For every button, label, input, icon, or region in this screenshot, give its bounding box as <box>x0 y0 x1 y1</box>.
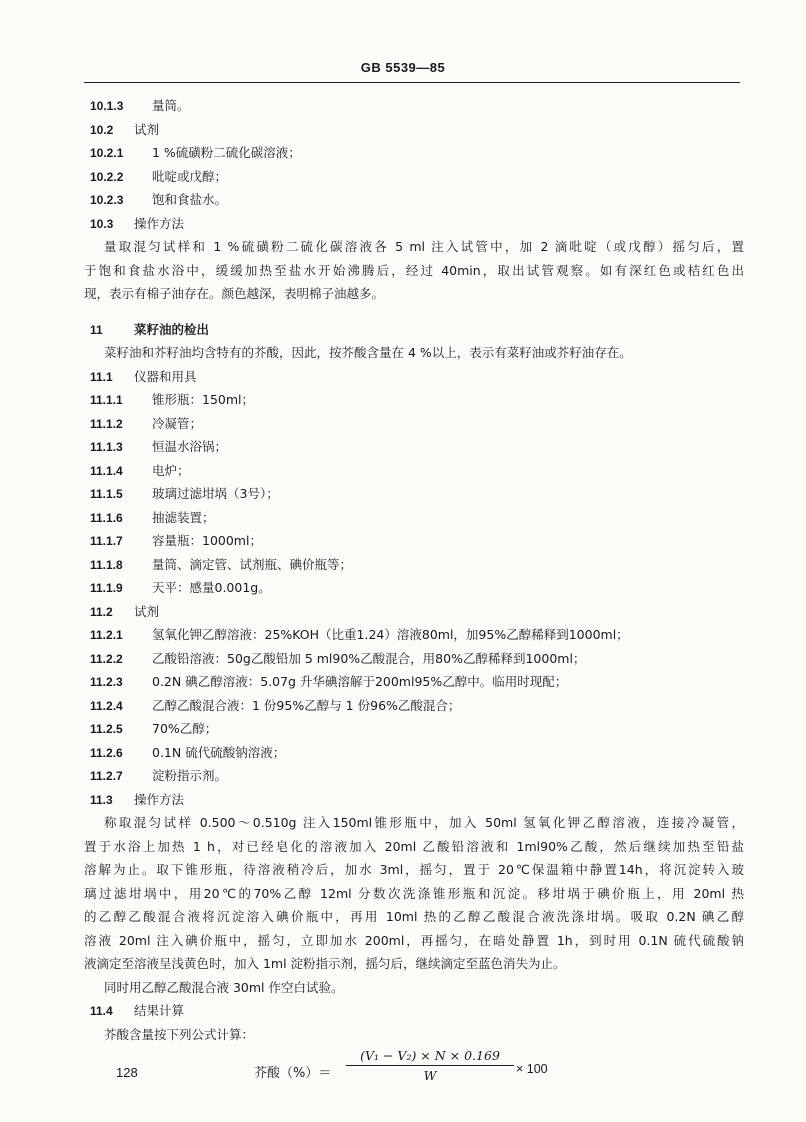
clause-heading: 仪器和用具 <box>134 368 197 384</box>
clause-number: 11.1.1 <box>90 393 123 407</box>
clause-number: 10.2.3 <box>90 193 124 207</box>
paragraph-line: 同时用乙醇乙酸混合液 30ml 作空白试验。 <box>104 979 344 995</box>
clause-heading: 操作方法 <box>134 791 185 807</box>
clause-text: 乙酸铅溶液：50g乙酸铅加 5 ml90%乙酸混合，用80%乙醇稀释到1000ml； <box>152 650 586 666</box>
clause-text: 玻璃过滤坩埚（3号）； <box>152 486 279 501</box>
clause-text: 恒温水浴锅； <box>152 439 228 454</box>
clause-heading: 操作方法 <box>134 215 185 231</box>
clause-text: 冷凝管； <box>152 415 203 431</box>
clause-number: 10.2 <box>90 122 114 137</box>
clause-text: 电炉； <box>152 462 190 478</box>
section-number: 11 <box>90 322 103 337</box>
clause-text: 量筒。 <box>152 98 190 113</box>
paragraph-line: 置于水浴上加热 1 h，对已经皂化的溶液加入 20ml 乙酸铅溶液和 1ml90%乙酸，然后继续加热至铅盐 <box>84 838 744 854</box>
clause-heading: 试剂 <box>134 121 160 137</box>
clause-text: 饱和食盐水。 <box>152 192 228 207</box>
clause-number: 11.2.6 <box>90 745 123 760</box>
clause-number: 11.1.5 <box>90 487 123 501</box>
clause-number: 11.1.2 <box>90 416 123 431</box>
paragraph-line: 称取混匀试样 0.500～0.510g 注入150ml锥形瓶中，加入 50ml 氢氧化钾乙醇溶液，连接冷凝管， <box>104 815 744 830</box>
clause-number: 11.2.3 <box>90 675 123 689</box>
formula-intro: 芥酸含量按下列公式计算： <box>104 1026 255 1042</box>
paragraph-line: 的乙醇乙酸混合液将沉淀溶入碘价瓶中，再用 10ml 热的乙醇乙酸混合液洗涤坩埚。吸取 0.2N 碘乙醇 <box>84 909 744 924</box>
clause-text: 容量瓶：1000ml； <box>152 533 262 548</box>
clause-number: 11.1.8 <box>90 557 123 572</box>
clause-text: 1 %硫磺粉二硫化碳溶液； <box>152 145 301 160</box>
formula-fraction <box>346 1048 514 1083</box>
clause-number: 11.1.9 <box>90 581 123 595</box>
clause-number: 11.2.7 <box>90 769 123 783</box>
page-header: GB 5539—85 <box>360 60 446 75</box>
clause-number: 11.2.4 <box>90 698 123 713</box>
paragraph-line: 于饱和食盐水浴中，缓缓加热至盐水开始沸腾后，经过 40min，取出试管观察。如有深红色或桔红色出 <box>84 262 744 278</box>
formula-denominator: W <box>423 1068 437 1083</box>
paragraph-line: 璃过滤坩埚中，用20℃的70%乙醇 12ml 分数次洗涤锥形瓶和沉淀。移坩埚于碘价瓶上，用 20ml 热 <box>84 885 744 901</box>
formula-lhs: 芥酸（%）＝ <box>254 1066 332 1081</box>
clause-text: 0.1N 硫代硫酸钠溶液； <box>152 744 286 760</box>
clause-number: 11.2.5 <box>90 722 123 736</box>
clause-text: 抽滤装置； <box>152 509 215 525</box>
clause-heading: 结果计算 <box>134 1003 185 1018</box>
formula-numerator: (V₁ − V₂) × N × 0.169 <box>346 1048 514 1066</box>
paragraph-line: 菜籽油和芥籽油均含特有的芥酸，因此，按芥酸含量在 4 %以上，表示有菜籽油或芥籽油存在。 <box>104 345 632 360</box>
document-body <box>84 94 744 1094</box>
clause-number: 11.1.4 <box>90 463 123 478</box>
formula-rhs: × 100 <box>516 1062 548 1076</box>
clause-text: 70%乙醇； <box>152 721 218 736</box>
section-title: 菜籽油的检出 <box>134 321 210 337</box>
clause-number: 11.2 <box>90 604 113 619</box>
clause-number: 11.1.6 <box>90 510 123 525</box>
paragraph-line: 溶液 20ml 注入碘价瓶中，摇匀，立即加水 200ml，再摇匀，在暗处静置 1h，到时用 0.1N 硫代硫酸钠 <box>84 932 744 948</box>
clause-number: 10.2.2 <box>90 169 124 184</box>
clause-text: 天平：感量0.001g。 <box>152 580 271 595</box>
clause-number: 10.1.3 <box>90 99 124 113</box>
clause-number: 11.3 <box>90 792 113 807</box>
clause-text: 氢氧化钾乙醇溶液：25%KOH（比重1.24）溶液80ml，加95%乙醇稀释到1000ml； <box>152 627 629 642</box>
clause-number: 11.2.1 <box>90 628 123 642</box>
clause-text: 乙醇乙酸混合液：1 份95%乙醇与 1 份96%乙酸混合； <box>152 697 461 713</box>
clause-number: 11.1 <box>90 369 113 384</box>
clause-number: 10.2.1 <box>90 146 124 160</box>
clause-number: 11.1.7 <box>90 534 123 548</box>
paragraph-line: 量取混匀试样和 1 %硫磺粉二硫化碳溶液各 5 ml 注入试管中，加 2 滴吡啶（或戊醇）摇匀后，置 <box>104 239 744 254</box>
paragraph-line: 液滴定至溶液呈浅黄色时，加入 1ml 淀粉指示剂，摇匀后，继续滴定至蓝色消失为止。 <box>84 956 566 971</box>
paragraph-line: 现，表示有棉子油存在。颜色越深，表明棉子油越多。 <box>84 286 385 301</box>
clause-number: 11.4 <box>90 1004 113 1018</box>
clause-text: 淀粉指示剂。 <box>152 768 228 783</box>
formula <box>84 1048 744 1094</box>
page-number: 128 <box>116 1065 138 1080</box>
clause-text: 吡啶或戊醇； <box>152 168 228 184</box>
paragraph-line: 溶解为止。取下锥形瓶，待溶液稍冷后，加水 3ml，摇匀，置于 20℃保温箱中静置14h，将沉淀转入玻 <box>84 862 744 877</box>
clause-number: 11.1.3 <box>90 440 123 454</box>
clause-heading: 试剂 <box>134 603 160 619</box>
clause-text: 0.2N 碘乙醇溶液：5.07g 升华碘溶解于200ml95%乙醇中。临用时现配； <box>152 674 568 689</box>
clause-number: 10.3 <box>90 216 114 231</box>
header-rule <box>84 82 740 83</box>
clause-text: 锥形瓶：150ml； <box>152 392 255 407</box>
clause-text: 量筒、滴定管、试剂瓶、碘价瓶等； <box>152 556 353 572</box>
clause-number: 11.2.2 <box>90 651 123 666</box>
